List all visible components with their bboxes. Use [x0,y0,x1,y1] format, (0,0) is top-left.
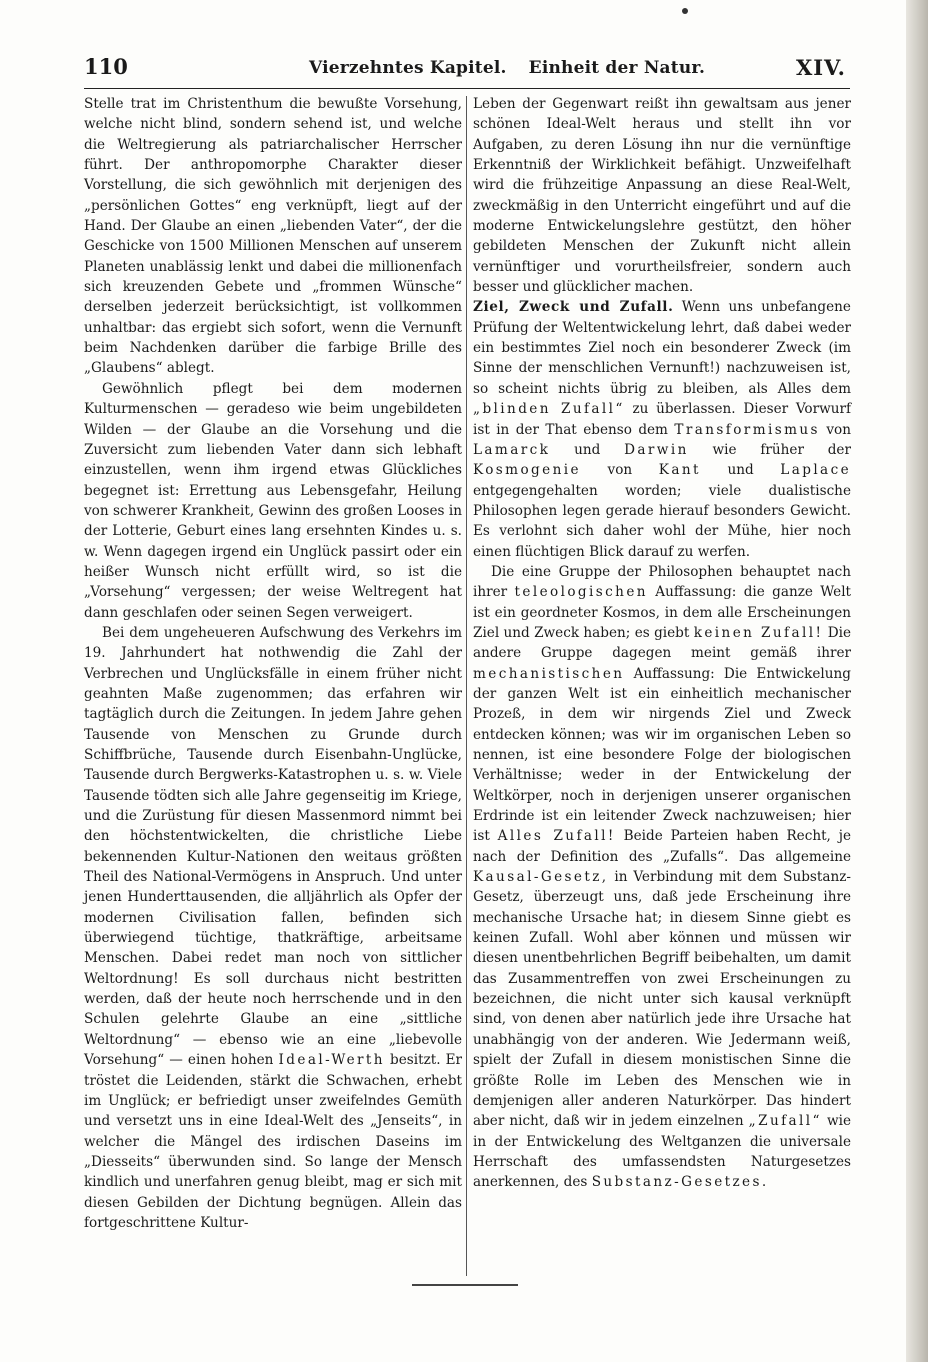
paragraph-text: von [607,462,633,479]
paragraph-text: von [826,421,851,438]
spaced-term: Kant [658,462,701,479]
section-heading: Ziel, Zweck und Zufall. [473,299,674,316]
paragraph-text: Beide Parteien haben Recht, je nach der Definition des „Zufalls“. Das allgemeine [473,828,851,865]
spaced-term: keinen Zufall! [693,624,824,641]
paragraph: Gewöhnlich pflegt bei dem modernen Kulturmenschen — geradeso wie beim ungebildeten Wilden — der Glaube an die Vorsehung und die Zuversicht zum liebenden Vater dann sich lebhaft einzustellen, wenn ihm irgend etwas Glückliches begegnet ist: Errettung aus Lebensgefahr, Heilung von schwerer Krankheit, Gewinn des großen Looses in der Lotterie, Geburt eines lang ersehnten Kindes u. s. w. Wenn dagegen irgend ein Unglück passirt oder ein heißer Wunsch nicht erfüllt wird, so ist die „Vorsehung“ vergessen; der weise Weltregent hat dann geschlafen oder seinen Segen verweigert. [84,380,462,621]
right-column [473,94,851,1193]
page-number: 110 [84,54,128,79]
paragraph [473,562,851,1193]
paragraph-text: in Verbindung mit dem Substanz-Gesetz, überzeugt uns, daß jede Erscheinung ihre mechanische Ursache hat; in diesem Sinne giebt es keinen Zufall. Wohl aber können und müssen wir diesen unentbehrlichen Begriff beibehalten, um damit das Zusammentreffen von zwei Erscheinungen zu bezeichnen, die nicht unter sich kausal verknüpft sind, von denen aber natürlich jede ihre Ursache hat unabhängig von der anderen. Wie Jedermann weiß, spielt der Zufall in diesem monistischen Sinne die größte Rolle im Leben des Menschen wie in demjenigen aller anderen Naturkörper. Das hindert aber nicht, daß wir in jedem einzelnen [473,869,851,1130]
left-column [84,94,462,1233]
spaced-term: Substanz-Gesetzes. [591,1174,769,1191]
paragraph-text: Auffassung: Die Entwickelung der ganzen Welt ist ein einheitlich mechanischer Prozeß, in dem wir nirgends Ziel und Zweck entdecken können; was wir im organischen Leben so nennen, ist eine besondere Folge der biologischen Verhältnisse; weder in der Entwickelung der Weltkörper, noch in derjenigen unserer organischen Erdrinde ist ein leitender Zweck nachzuweisen; hier ist [473,665,851,845]
ink-speck [682,8,688,14]
paragraph [84,623,462,1233]
paragraph-text: zu überlassen. Dieser Vorwurf ist in der That ebenso dem [473,401,851,438]
paragraph-text: Auffassung: die ganze Welt ist ein geordneter Kosmos, in dem alle Erscheinungen Ziel und Zweck haben; es giebt [473,584,852,641]
spaced-term: Kausal-Gesetz, [473,869,609,886]
paragraph-text: Die eine Gruppe der Philosophen behauptet nach ihrer [473,563,851,601]
running-head [309,58,705,78]
spaced-term: Darwin [624,441,689,458]
paragraph-text: besitzt. Er tröstet die Leidenden, stärkt die Schwachen, erhebt im Unglück; er befriedigt unser zweifelndes Gemüth und versetzt uns in eine Ideal-Welt des „Jenseits“, in welcher die Mängel des irdischen Daseins im „Diesseits“ überwunden sind. So lange der Mensch kindlich und unerfahren genug bleibt, mag er sich mit diesen Gebilden der Dichtung begnügen. Allein das fortgeschrittene Kultur- [84,1052,462,1231]
scan-page-edge [906,0,928,1362]
end-rule [412,1284,518,1286]
spaced-term: „blinden Zufall“ [473,401,625,418]
text-columns [84,94,850,1294]
column-divider [466,96,467,1276]
paragraph-text: Die andere Gruppe dagegen meint gemäß ihrer [473,624,852,662]
paragraph-text: und [727,462,754,479]
paragraph-text: Wenn uns unbefangene Prüfung der Weltentwickelung lehrt, daß dabei weder ein bestimmtes Ziel noch ein besonderer Zweck (im Sinne der menschlichen Vernunft!) nachzuweisen ist, so scheint nichts übrig zu bleiben, als Alles dem [473,299,851,397]
paragraph-text: Bei dem ungeheueren Aufschwung des Verkehrs im 19. Jahrhundert hat nothwendig die Zahl der Verbrechen und Unglücksfälle in einem früher nicht geahnten Maße zugenommen; das erfahren wir tagtäglich durch die Zeitungen. In jedem Jahre gehen Tausende von Menschen zu Grunde durch Schiffbrüche, Tausende durch Eisenbahn-Unglücke, Tausende durch Bergwerks-Katastrophen u. s. w. Viele Tausende tödten sich alle Jahre gegenseitig im Kriege, und die Zurüstung für diesen Massenmord nimmt bei den höchstentwickelten, die christliche Liebe bekennenden Kultur-Nationen den weitaus größten Theil des National-Vermögens in Anspruch. Und unter jenen Hunderttausenden, die alljährlich als Opfer der modernen Civilisation fallen, befinden sich überwiegend tüchtige, thatkräftige, arbeitsame Menschen. Dabei redet man noch von sittlicher Weltordnung! Es soll durchaus nicht bestritten werden, daß der heute noch herrschende und in den Schulen gelehrte Glaube an eine „sittliche Weltordnung“ — ebenso wie an eine „liebevolle Vorsehung“ — einen hohen [84,624,462,1069]
chapter-roman-numeral: XIV. [795,55,846,80]
spaced-term: Lamarck [473,441,551,458]
spaced-term: Kosmogenie [473,462,581,479]
paragraph-text: wie früher der [712,441,851,458]
paragraph-text: und [574,441,601,458]
running-head-title: Einheit der Natur. [528,58,706,78]
paragraph-text: entgegengehalten worden; viele dualistische Philosophen legen gerade hierauf besonders Gewicht. Es verlohnt sich daher wohl der Mühe, hier noch einen flüchtigen Blick darauf zu werfen. [473,482,851,560]
page-header [84,52,850,89]
paragraph-text: wie in der Entwickelung des Weltganzen die universale Herrschaft des umfassendsten Naturgesetzes anerkennen, des [473,1113,851,1191]
paragraph [473,297,851,561]
spaced-term: Alles Zufall! [497,828,616,845]
spaced-term: Ideal-Werth [278,1052,385,1069]
spaced-term: mechanistischen [473,665,625,682]
paragraph: Leben der Gegenwart reißt ihn gewaltsam aus jener schönen Ideal-Welt heraus und stellt ihn vor Aufgaben, zu deren Lösung ihn nur die vernünftige Erkenntniß der Wirklichkeit befähigt. Unzweifelhaft wird die frühzeitige Anpassung an diese Real-Welt, zweckmäßig in den Unterricht eingeführt und auf die moderne Entwickelungslehre gestützt, den höher gebildeten Menschen der Zukunft nicht allein vernünftiger und vorurtheilsfreier, sondern auch besser und glücklicher machen. [473,96,851,296]
running-head-chapter: Vierzehntes Kapitel. [309,58,507,78]
spaced-term: Laplace [780,462,852,479]
spaced-term: teleologischen [514,584,648,601]
book-page [84,52,852,1231]
spaced-term: Transformismus [674,421,820,438]
paragraph: Stelle trat im Christenthum die bewußte Vorsehung, welche nicht blind, sondern sehend ist, und welche die Weltregierung als patriarchalischer Herrscher führt. Der anthropomorphe Charakter dieser Vorstellung, die sich gewöhnlich mit derjenigen des „persönlichen Gottes“ eng verknüpft, liegt auf der Hand. Der Glaube an einen „liebenden Vater“, der die Geschicke von 1500 Millionen Menschen auf unserem Planeten unablässig lenkt und dabei die millionenfach sich kreuzenden Gebete und „frommen Wünsche“ derselben jederzeit berücksichtigt, ist vollkommen unhaltbar: das ergiebt sich sofort, wenn die Vernunft beim Nachdenken darüber die farbige Brille des „Glaubens“ ablegt. [84,96,462,377]
spaced-term: „Zufall“ [748,1113,822,1130]
